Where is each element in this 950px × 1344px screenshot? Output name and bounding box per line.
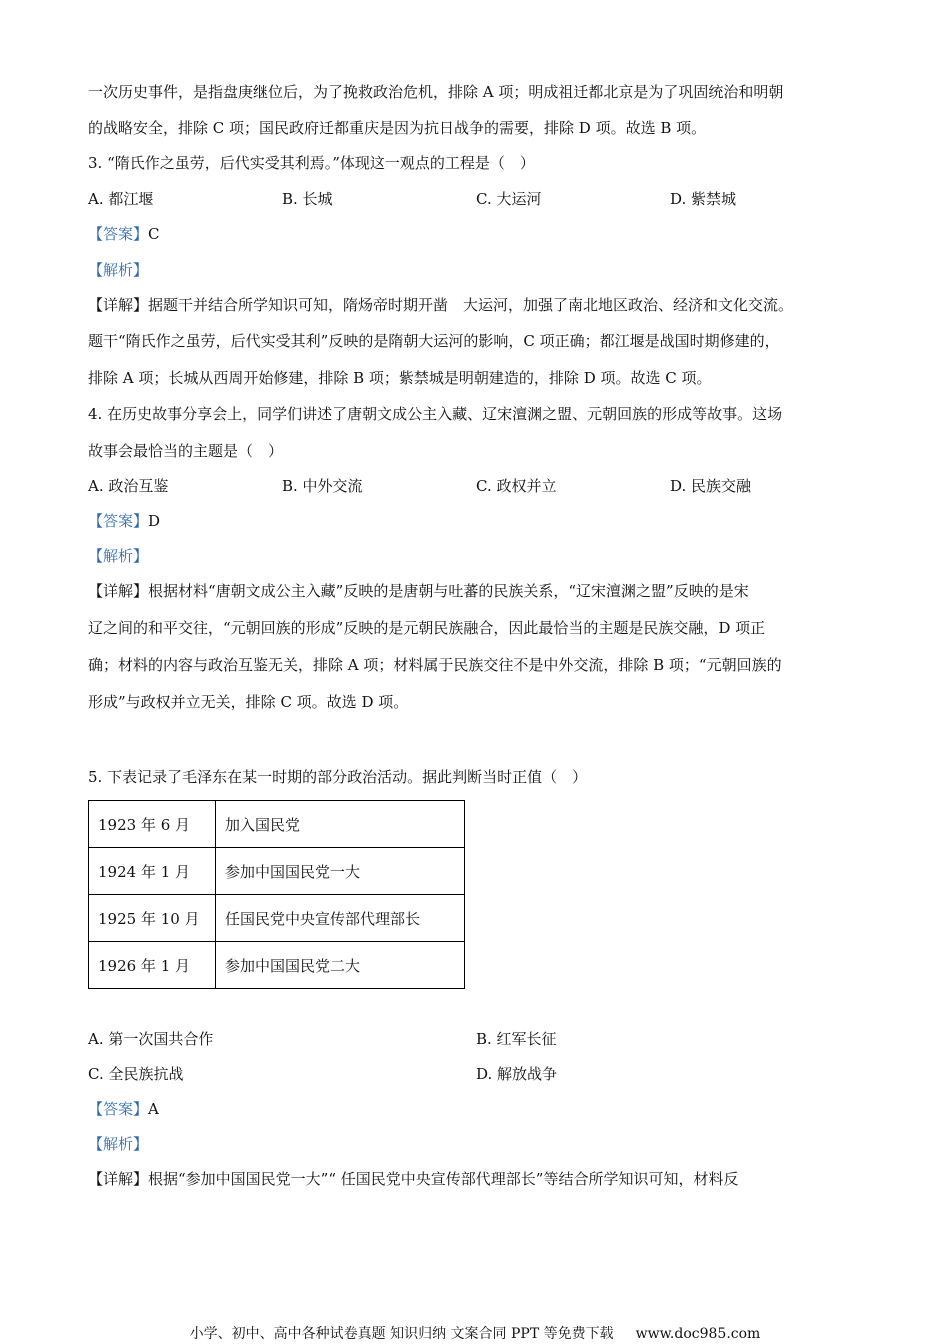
q5-option-a: A. 第一次国共合作	[88, 1030, 214, 1048]
answer-tag: 【答案】	[88, 225, 149, 243]
q3-analysis-tag	[88, 260, 148, 280]
q4-question-line-1: 4. 在历史故事分享会上，同学们讲述了唐朝文成公主入藏、辽宋澶渊之盟、元朝回族的形成等故事。这场	[88, 405, 783, 423]
footer-text: 小学、初中、高中各种试卷真题 知识归纳 文案合同 PPT 等免费下载	[189, 1326, 614, 1342]
table-cell-activity: 任国民党中央宣传部代理部长	[216, 895, 465, 942]
answer-value: A	[148, 1100, 159, 1118]
q5-detail-line-1	[88, 1169, 738, 1189]
q3-option-d: D. 紫禁城	[670, 190, 737, 208]
table-cell-activity: 加入国民党	[216, 801, 465, 848]
q4-detail-line-4: 形成”与政权并立无关，排除 C 项。故选 D 项。	[88, 693, 409, 711]
q5-question: 5. 下表记录了毛泽东在某一时期的部分政治活动。据此判断当时正值（ ）	[88, 768, 588, 786]
q3-detail-line-2: 题干“隋氏作之虽劳，后代实受其利”反映的是隋朝大运河的影响，C 项正确；都江堰是战国时期修建的，	[88, 332, 780, 350]
analysis-tag: 【解析】	[88, 1135, 149, 1153]
detail-text: 根据“参加中国国民党一大”“ 任国民党中央宣传部代理部长”等结合所学知识可知，材料反	[148, 1170, 739, 1188]
q4-option-a: A. 政治互鉴	[88, 477, 169, 495]
table-row	[89, 942, 465, 989]
q4-detail-line-2: 辽之间的和平交往，“元朝回族的形成”反映的是元朝民族融合，因此最恰当的主题是民族交融，D 项正	[88, 619, 766, 637]
answer-tag: 【答案】	[88, 1100, 149, 1118]
table-cell-activity: 参加中国国民党一大	[216, 848, 465, 895]
q4-option-b: B. 中外交流	[282, 477, 363, 495]
table-row	[89, 895, 465, 942]
q3-option-c: C. 大运河	[476, 190, 542, 208]
table-cell-date: 1926 年 1 月	[89, 942, 216, 989]
q5-option-c: C. 全民族抗战	[88, 1065, 184, 1083]
table-cell-activity: 参加中国国民党二大	[216, 942, 465, 989]
activity-table	[88, 800, 465, 989]
page-footer	[0, 1325, 950, 1343]
answer-value: C	[148, 225, 160, 243]
detail-tag: 【详解】	[88, 582, 149, 600]
table-cell-date: 1923 年 6 月	[89, 801, 216, 848]
table-cell-date: 1925 年 10 月	[89, 895, 216, 942]
q4-option-c: C. 政权并立	[476, 477, 557, 495]
answer-value: D	[148, 512, 161, 530]
intro-line-2: 的战略安全，排除 C 项；国民政府迁都重庆是因为抗日战争的需要，排除 D 项。故选 B 项。	[88, 119, 707, 137]
table-row	[89, 848, 465, 895]
q5-answer	[88, 1099, 159, 1119]
q3-option-a: A. 都江堰	[88, 190, 154, 208]
q4-question-line-2: 故事会最恰当的主题是（ ）	[88, 442, 284, 460]
q5-option-d: D. 解放战争	[476, 1065, 558, 1083]
detail-text: 据题干并结合所学知识可知，隋炀帝时期开凿 大运河，加强了南北地区政治、经济和文化交流。	[148, 296, 794, 314]
table-row	[89, 801, 465, 848]
detail-text: 根据材料“唐朝文成公主入藏”反映的是唐朝与吐蕃的民族关系，“辽宋澶渊之盟”反映的是宋	[148, 582, 749, 600]
q4-option-d: D. 民族交融	[670, 477, 752, 495]
detail-tag: 【详解】	[88, 1170, 149, 1188]
q3-detail-line-1	[88, 295, 793, 315]
q3-detail-line-3: 排除 A 项；长城从西周开始修建，排除 B 项；紫禁城是明朝建造的，排除 D 项。故选 C 项。	[88, 369, 712, 387]
analysis-tag: 【解析】	[88, 261, 149, 279]
q4-analysis-tag	[88, 546, 148, 566]
table-cell-date: 1924 年 1 月	[89, 848, 216, 895]
q5-analysis-tag	[88, 1134, 148, 1154]
q4-detail-line-1	[88, 581, 749, 601]
q4-answer	[88, 511, 160, 531]
answer-tag: 【答案】	[88, 512, 149, 530]
q3-question: 3. “隋氏作之虽劳，后代实受其利焉。”体现这一观点的工程是（ ）	[88, 154, 535, 172]
q4-detail-line-3: 确；材料的内容与政治互鉴无关，排除 A 项；材料属于民族交往不是中外交流，排除 B 项；“元朝回族的	[88, 656, 782, 674]
detail-tag: 【详解】	[88, 296, 149, 314]
q5-option-b: B. 红军长征	[476, 1030, 557, 1048]
q3-option-b: B. 长城	[282, 190, 333, 208]
intro-line-1: 一次历史事件，是指盘庚继位后，为了挽救政治危机，排除 A 项；明成祖迁都北京是为了巩固统治和明朝	[88, 83, 784, 101]
q3-answer	[88, 224, 160, 244]
footer-url-link[interactable]: www.doc985.com	[635, 1326, 761, 1342]
analysis-tag: 【解析】	[88, 547, 149, 565]
